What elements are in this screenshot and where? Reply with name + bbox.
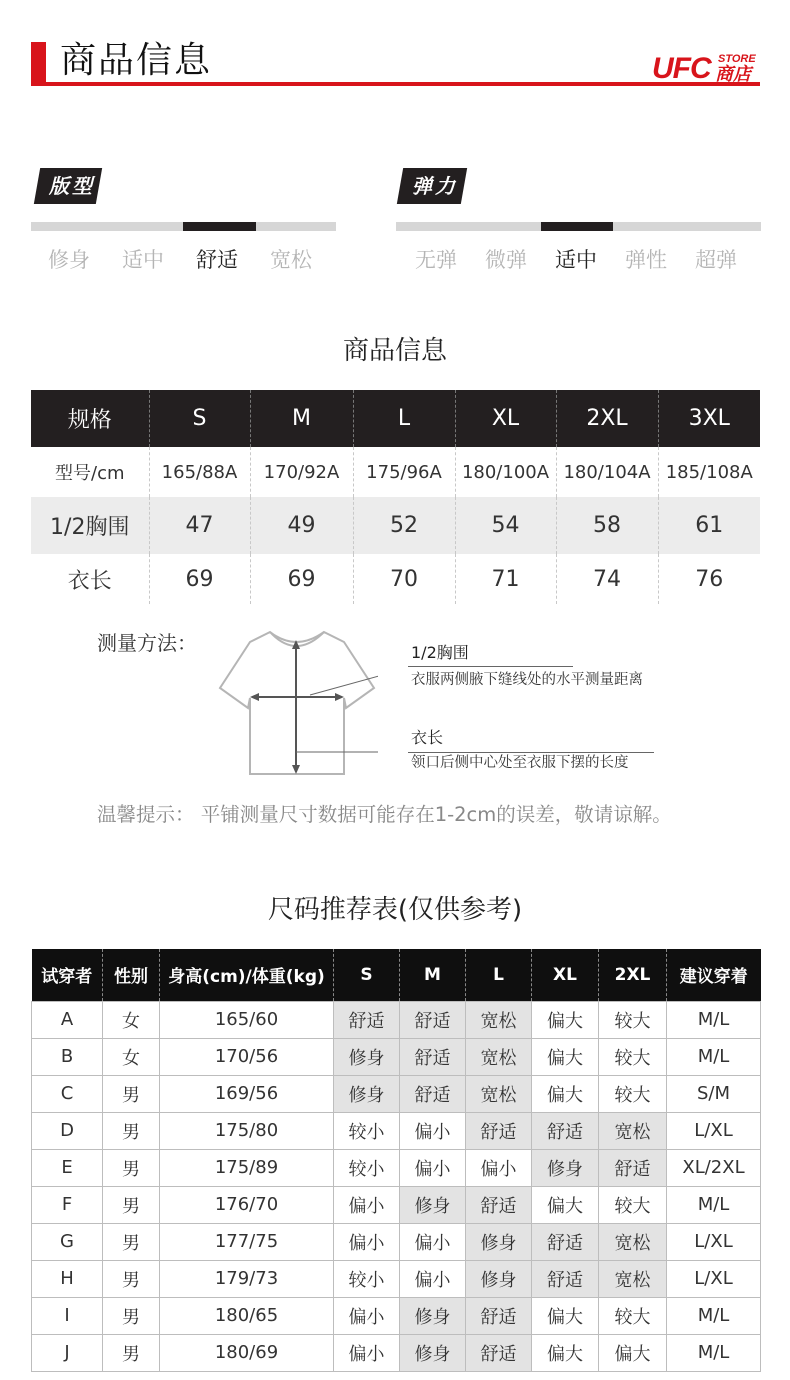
- spec-header-cell: L: [353, 390, 455, 447]
- measure-label: 测量方法：: [97, 631, 197, 655]
- rec-cell: 修身: [466, 1260, 532, 1297]
- page-title: 商品信息: [60, 40, 213, 81]
- rec-cell: 较大: [599, 1297, 667, 1334]
- rec-cell: 宽松: [466, 1038, 532, 1075]
- rec-cell: 舒适: [466, 1186, 532, 1223]
- rec-cell: 修身: [532, 1149, 599, 1186]
- rec-cell: 偏大: [532, 1297, 599, 1334]
- rec-cell: 男: [103, 1075, 160, 1112]
- spec-cell: 61: [658, 497, 760, 554]
- rec-cell: 偏小: [400, 1112, 466, 1149]
- spec-cell: 1/2胸围: [31, 497, 149, 554]
- rec-cell: L/XL: [667, 1112, 761, 1149]
- tshirt-diagram-icon: [218, 628, 378, 778]
- spec-cell: 69: [250, 554, 353, 604]
- spec-header-cell: 规格: [31, 390, 149, 447]
- rec-cell: M/L: [667, 1038, 761, 1075]
- rec-cell: 偏小: [400, 1223, 466, 1260]
- size-spec-table: [31, 390, 760, 604]
- spec-cell: 70: [353, 554, 455, 604]
- rec-cell: 舒适: [466, 1297, 532, 1334]
- chest-annotation-title: 1/2胸围: [411, 643, 469, 662]
- rec-cell: 偏大: [532, 1038, 599, 1075]
- rec-cell: 偏小: [334, 1186, 400, 1223]
- rec-cell: G: [32, 1223, 103, 1260]
- rec-cell: 男: [103, 1334, 160, 1371]
- rec-cell: 舒适: [400, 1038, 466, 1075]
- spec-cell: 180/104A: [556, 447, 658, 497]
- rec-cell: F: [32, 1186, 103, 1223]
- spec-cell: 165/88A: [149, 447, 250, 497]
- rec-cell: 177/75: [160, 1223, 334, 1260]
- table-row: [32, 1001, 761, 1038]
- spec-header-cell: 2XL: [556, 390, 658, 447]
- rec-cell: 偏小: [400, 1149, 466, 1186]
- rec-cell: M/L: [667, 1001, 761, 1038]
- stretch-option: 无弹: [415, 248, 457, 272]
- spec-cell: 衣长: [67, 568, 112, 594]
- spec-cell: 型号/cm: [55, 463, 125, 484]
- table-row: [32, 1075, 761, 1112]
- rec-cell: S/M: [667, 1075, 761, 1112]
- rec-cell: 男: [103, 1186, 160, 1223]
- rec-cell: B: [32, 1038, 103, 1075]
- rec-header-cell: S: [334, 949, 400, 1001]
- rec-cell: E: [32, 1149, 103, 1186]
- fit-scale-indicator: [183, 222, 256, 231]
- brand-store-text: STORE: [718, 53, 756, 65]
- rec-cell: 较小: [334, 1260, 400, 1297]
- table-row: [32, 1112, 761, 1149]
- length-annotation-title: 衣长: [411, 728, 444, 747]
- rec-cell: 宽松: [599, 1260, 667, 1297]
- rec-cell: C: [32, 1075, 103, 1112]
- rec-cell: 偏小: [466, 1149, 532, 1186]
- rec-cell: 偏大: [532, 1075, 599, 1112]
- rec-cell: 179/73: [160, 1260, 334, 1297]
- rec-cell: 165/60: [160, 1001, 334, 1038]
- rec-cell: 较大: [599, 1001, 667, 1038]
- rec-cell: 176/70: [160, 1186, 334, 1223]
- stretch-option: 微弹: [485, 248, 527, 272]
- rec-cell: 男: [103, 1223, 160, 1260]
- rec-header-cell: 2XL: [599, 949, 667, 1001]
- rec-cell: 舒适: [400, 1001, 466, 1038]
- rec-cell: 偏小: [400, 1260, 466, 1297]
- rec-cell: 偏大: [532, 1334, 599, 1371]
- rec-cell: 较大: [599, 1038, 667, 1075]
- table-row: [32, 1186, 761, 1223]
- rec-header-cell: 试穿者: [32, 949, 103, 1001]
- rec-cell: 宽松: [599, 1223, 667, 1260]
- spec-cell: 49: [250, 497, 353, 554]
- rec-cell: 女: [103, 1038, 160, 1075]
- table-row: [32, 1334, 761, 1371]
- rec-cell: 男: [103, 1112, 160, 1149]
- rec-section-title: 尺码推荐表(仅供参考): [267, 895, 523, 925]
- spec-header-cell: S: [149, 390, 250, 447]
- spec-row: [31, 447, 760, 497]
- rec-cell: 舒适: [466, 1112, 532, 1149]
- ufc-store-logo: [652, 52, 762, 88]
- chest-annotation-desc: 衣服两侧腋下缝线处的水平测量距离: [411, 672, 643, 688]
- fit-option: 修身: [48, 248, 90, 272]
- table-row: [32, 1038, 761, 1075]
- spec-cell: 74: [556, 554, 658, 604]
- rec-cell: 偏小: [334, 1334, 400, 1371]
- fit-option-selected: 舒适: [196, 248, 238, 272]
- spec-cell: 180/100A: [455, 447, 556, 497]
- rec-cell: XL/2XL: [667, 1149, 761, 1186]
- spec-cell: 52: [353, 497, 455, 554]
- rec-header-cell: L: [466, 949, 532, 1001]
- rec-cell: 169/56: [160, 1075, 334, 1112]
- rec-cell: 较大: [599, 1075, 667, 1112]
- rec-cell: 偏大: [532, 1001, 599, 1038]
- rec-cell: 舒适: [532, 1112, 599, 1149]
- rec-cell: 修身: [400, 1334, 466, 1371]
- spec-cell: 71: [455, 554, 556, 604]
- chest-leader-line: [408, 666, 573, 667]
- table-row: [32, 1149, 761, 1186]
- rec-cell: 修身: [400, 1297, 466, 1334]
- brand-logo-text: UFC: [652, 52, 711, 85]
- fit-option: 适中: [122, 248, 164, 272]
- rec-cell: D: [32, 1112, 103, 1149]
- rec-cell: 较小: [334, 1112, 400, 1149]
- spec-cell: 76: [658, 554, 760, 604]
- rec-cell: 修身: [466, 1223, 532, 1260]
- rec-cell: M/L: [667, 1334, 761, 1371]
- rec-cell: 较小: [334, 1149, 400, 1186]
- rec-cell: 180/69: [160, 1334, 334, 1371]
- header-divider: [31, 82, 760, 86]
- rec-header-cell: M: [400, 949, 466, 1001]
- spec-cell: 175/96A: [353, 447, 455, 497]
- length-annotation-desc: 领口后侧中心处至衣服下摆的长度: [411, 755, 629, 771]
- brand-store-cn: 商店: [715, 64, 751, 85]
- rec-cell: 舒适: [334, 1001, 400, 1038]
- stretch-option: 弹性: [625, 248, 667, 272]
- spec-cell: 185/108A: [658, 447, 760, 497]
- header-accent-bar: [31, 42, 46, 82]
- spec-cell: 58: [556, 497, 658, 554]
- spec-cell: 54: [455, 497, 556, 554]
- stretch-option: 超弹: [695, 248, 737, 272]
- stretch-option-selected: 适中: [555, 248, 597, 272]
- rec-cell: 宽松: [466, 1001, 532, 1038]
- rec-cell: 175/80: [160, 1112, 334, 1149]
- rec-cell: H: [32, 1260, 103, 1297]
- spec-section-title: 商品信息: [342, 336, 447, 366]
- rec-cell: 宽松: [599, 1112, 667, 1149]
- spec-row: [31, 554, 760, 604]
- rec-cell: 偏大: [599, 1334, 667, 1371]
- rec-cell: 舒适: [400, 1075, 466, 1112]
- rec-cell: 女: [103, 1001, 160, 1038]
- rec-cell: 男: [103, 1149, 160, 1186]
- rec-cell: 舒适: [599, 1149, 667, 1186]
- rec-cell: M/L: [667, 1186, 761, 1223]
- measurement-hint: 温馨提示： 平铺测量尺寸数据可能存在1-2cm的误差，敬请谅解。: [97, 803, 672, 826]
- rec-cell: 偏小: [334, 1223, 400, 1260]
- rec-cell: 修身: [334, 1038, 400, 1075]
- fit-option: 宽松: [270, 248, 312, 272]
- rec-cell: A: [32, 1001, 103, 1038]
- rec-cell: L/XL: [667, 1223, 761, 1260]
- rec-cell: 宽松: [466, 1075, 532, 1112]
- rec-cell: 男: [103, 1297, 160, 1334]
- size-recommendation-table: [31, 949, 761, 1372]
- rec-header-cell: 性别: [103, 949, 160, 1001]
- rec-cell: J: [32, 1334, 103, 1371]
- rec-cell: 舒适: [532, 1260, 599, 1297]
- fit-tag: 版型: [34, 168, 102, 204]
- rec-cell: L/XL: [667, 1260, 761, 1297]
- rec-cell: 舒适: [466, 1334, 532, 1371]
- rec-cell: 偏大: [532, 1186, 599, 1223]
- spec-row: [31, 497, 760, 554]
- rec-cell: 偏小: [334, 1297, 400, 1334]
- rec-header-cell: XL: [532, 949, 599, 1001]
- rec-cell: 175/89: [160, 1149, 334, 1186]
- spec-cell: 170/92A: [250, 447, 353, 497]
- rec-cell: 男: [103, 1260, 160, 1297]
- spec-header-cell: M: [250, 390, 353, 447]
- spec-cell: 47: [149, 497, 250, 554]
- table-row: [32, 1223, 761, 1260]
- rec-cell: 修身: [334, 1075, 400, 1112]
- rec-cell: 较大: [599, 1186, 667, 1223]
- rec-cell: I: [32, 1297, 103, 1334]
- rec-header-cell: 身高(cm)/体重(kg): [160, 949, 334, 1001]
- stretch-tag: 弹力: [397, 168, 467, 204]
- table-row: [32, 1260, 761, 1297]
- rec-cell: 舒适: [532, 1223, 599, 1260]
- rec-cell: 修身: [400, 1186, 466, 1223]
- table-row: [32, 1297, 761, 1334]
- rec-header-cell: 建议穿着: [667, 949, 761, 1001]
- rec-cell: 170/56: [160, 1038, 334, 1075]
- spec-header-cell: XL: [455, 390, 556, 447]
- rec-cell: M/L: [667, 1297, 761, 1334]
- stretch-scale-indicator: [541, 222, 613, 231]
- rec-cell: 180/65: [160, 1297, 334, 1334]
- spec-header-cell: 3XL: [658, 390, 760, 447]
- spec-cell: 69: [149, 554, 250, 604]
